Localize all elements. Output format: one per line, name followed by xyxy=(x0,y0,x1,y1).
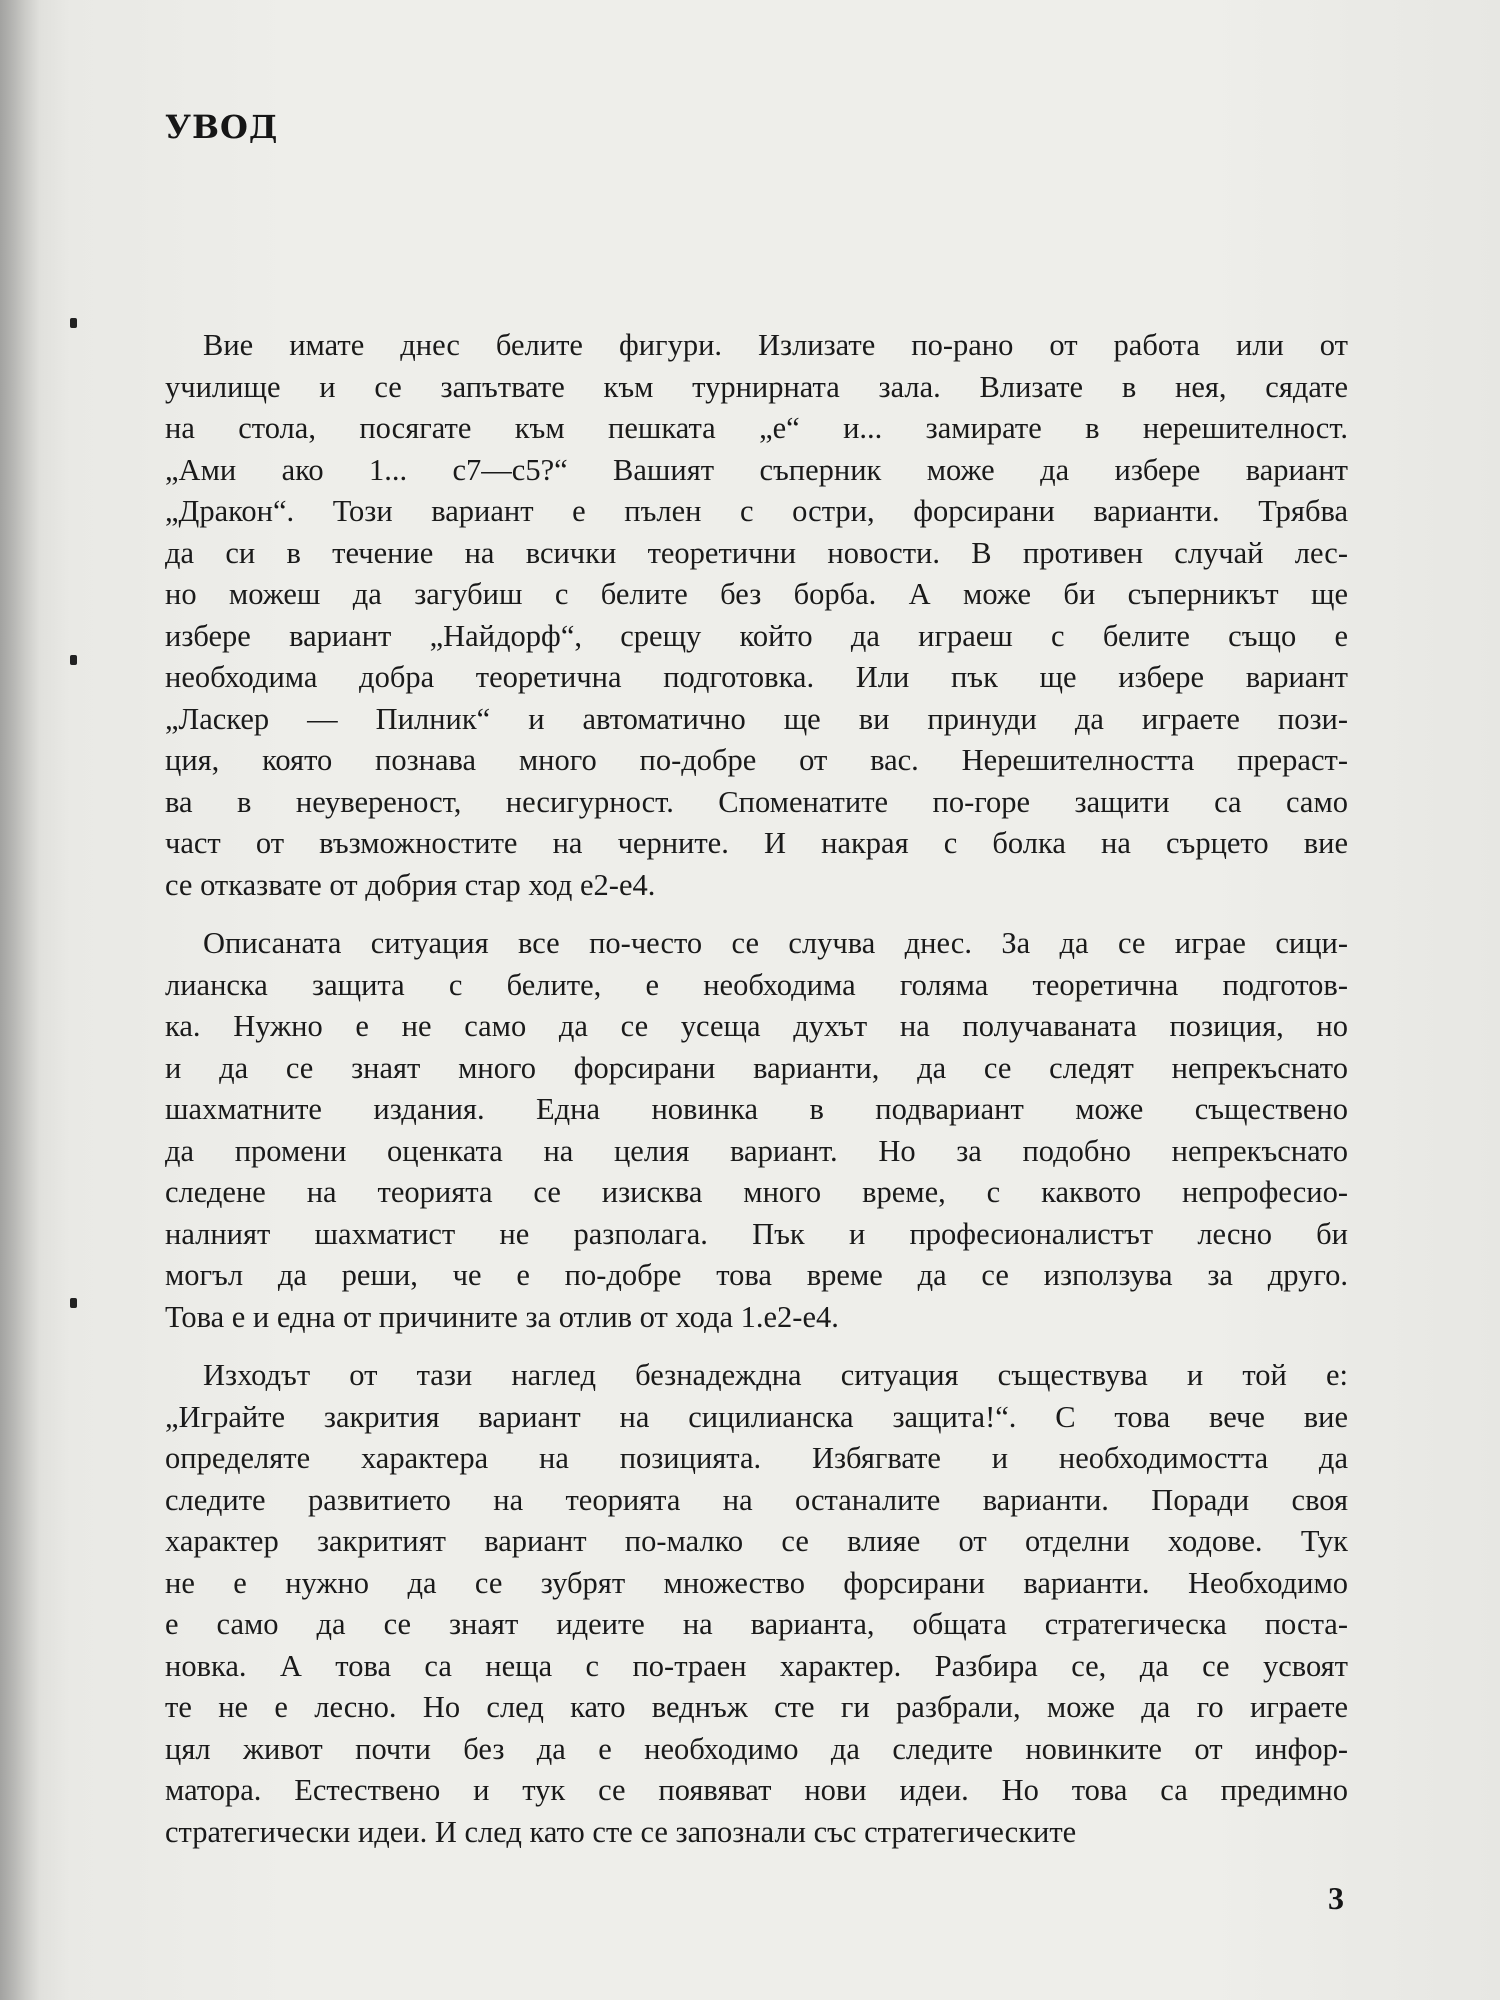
text-line: „Играйте закрития вариант на сицилианска защита!“. С това вече вие xyxy=(165,1399,1348,1434)
paragraph xyxy=(165,1355,1348,1853)
text-line: училище и се запътвате към турнирната зала. Влизате в нея, сядате xyxy=(165,369,1348,404)
text-line: определяте характера на позицията. Избягвате и необходимостта да xyxy=(165,1441,1348,1475)
text-line: Това е и една от причините за отлив от хода 1.е2-е4. xyxy=(165,1299,839,1334)
text-line: и да се знаят много форсирани варианти, да се следят непрекъснато xyxy=(165,1050,1348,1085)
text-line: ция, която познава много по-добре от вас. Нерешителността прераст- xyxy=(165,743,1348,777)
text-line: „Ласкер — Пилник“ и автоматично ще ви принуди да играете пози- xyxy=(165,701,1348,736)
text-line: Описаната ситуация все по-често се случва днес. За да се играе сици- xyxy=(203,926,1348,960)
text-line: матора. Естествено и тук се появяват нови идеи. Но това са предимно xyxy=(165,1773,1348,1807)
text-line: да си в течение на всички теоретични новости. В противен случай лес- xyxy=(165,535,1348,570)
text-line: могъл да реши, че е по-добре това време да се използува за друго. xyxy=(165,1258,1348,1292)
text-line: но можеш да загубиш с белите без борба. А може би съперникът ще xyxy=(165,577,1348,611)
paragraph xyxy=(165,325,1348,906)
text-line: „Дракон“. Този вариант е пълен с остри, форсирани варианти. Трябва xyxy=(165,494,1348,528)
text-line: се отказвате от добрия стар ход е2-е4. xyxy=(165,867,656,902)
body-text xyxy=(165,325,1348,1870)
page-mark xyxy=(70,1298,77,1308)
text-line: характер закритият вариант по-малко се влияе от отделни ходове. Тук xyxy=(165,1524,1348,1558)
text-line: те не е лесно. Но след като веднъж сте ги разбрали, може да го играете xyxy=(165,1690,1348,1724)
text-line: ва в неувереност, несигурност. Споменатите по-горе защити са само xyxy=(165,784,1348,819)
text-line: да промени оценката на целия вариант. Но за подобно непрекъснато xyxy=(165,1133,1348,1168)
text-line: цял живот почти без да е необходимо да следите новинките от инфор- xyxy=(165,1731,1348,1766)
text-line: налният шахматист не разполага. Пък и професионалистът лесно би xyxy=(165,1216,1348,1251)
text-line: новка. А това са неща с по-траен характер. Разбира се, да се усвоят xyxy=(165,1648,1348,1683)
text-line: необходима добра теоретична подготовка. Или пък ще избере вариант xyxy=(165,660,1348,694)
text-line: ка. Нужно е не само да се усеща духът на получаваната позиция, но xyxy=(165,1009,1348,1043)
page-number: 3 xyxy=(1328,1880,1344,1916)
text-line: не е нужно да се зубрят множество форсирани варианти. Необходимо xyxy=(165,1565,1348,1600)
text-line: Вие имате днес белите фигури. Излизате по-рано от работа или от xyxy=(203,328,1348,362)
text-line: шахматните издания. Една новинка в подвариант може съществено xyxy=(165,1092,1348,1126)
text-line: избере вариант „Найдорф“, срещу който да играеш с белите също е xyxy=(165,618,1348,653)
text-line: е само да се знаят идеите на варианта, общата стратегическа поста- xyxy=(165,1607,1348,1641)
page-title: УВОД xyxy=(165,108,279,146)
text-line: част от възможностите на черните. И накрая с болка на сърцето вие xyxy=(165,826,1348,860)
text-line: Изходът от тази наглед безнадеждна ситуация съществува и той е: xyxy=(203,1358,1348,1392)
text-line: на стола, посягате към пешката „е“ и... замирате в нерешителност. xyxy=(165,411,1348,445)
page-mark xyxy=(70,318,77,328)
text-line: следите развитието на теорията на останалите варианти. Поради своя xyxy=(165,1482,1348,1517)
paragraph xyxy=(165,923,1348,1338)
page-mark xyxy=(70,655,77,665)
text-line: стратегически идеи. И след като сте се запознали със стратегическите xyxy=(165,1814,1077,1849)
text-line: следене на теорията се изисква много време, с каквото непрофесио- xyxy=(165,1175,1348,1209)
spine-shadow xyxy=(0,0,40,2000)
text-line: лианска защита с белите, е необходима голяма теоретична подготов- xyxy=(165,967,1348,1002)
text-line: „Ами ако 1... с7—с5?“ Вашият съперник може да избере вариант xyxy=(165,452,1348,487)
